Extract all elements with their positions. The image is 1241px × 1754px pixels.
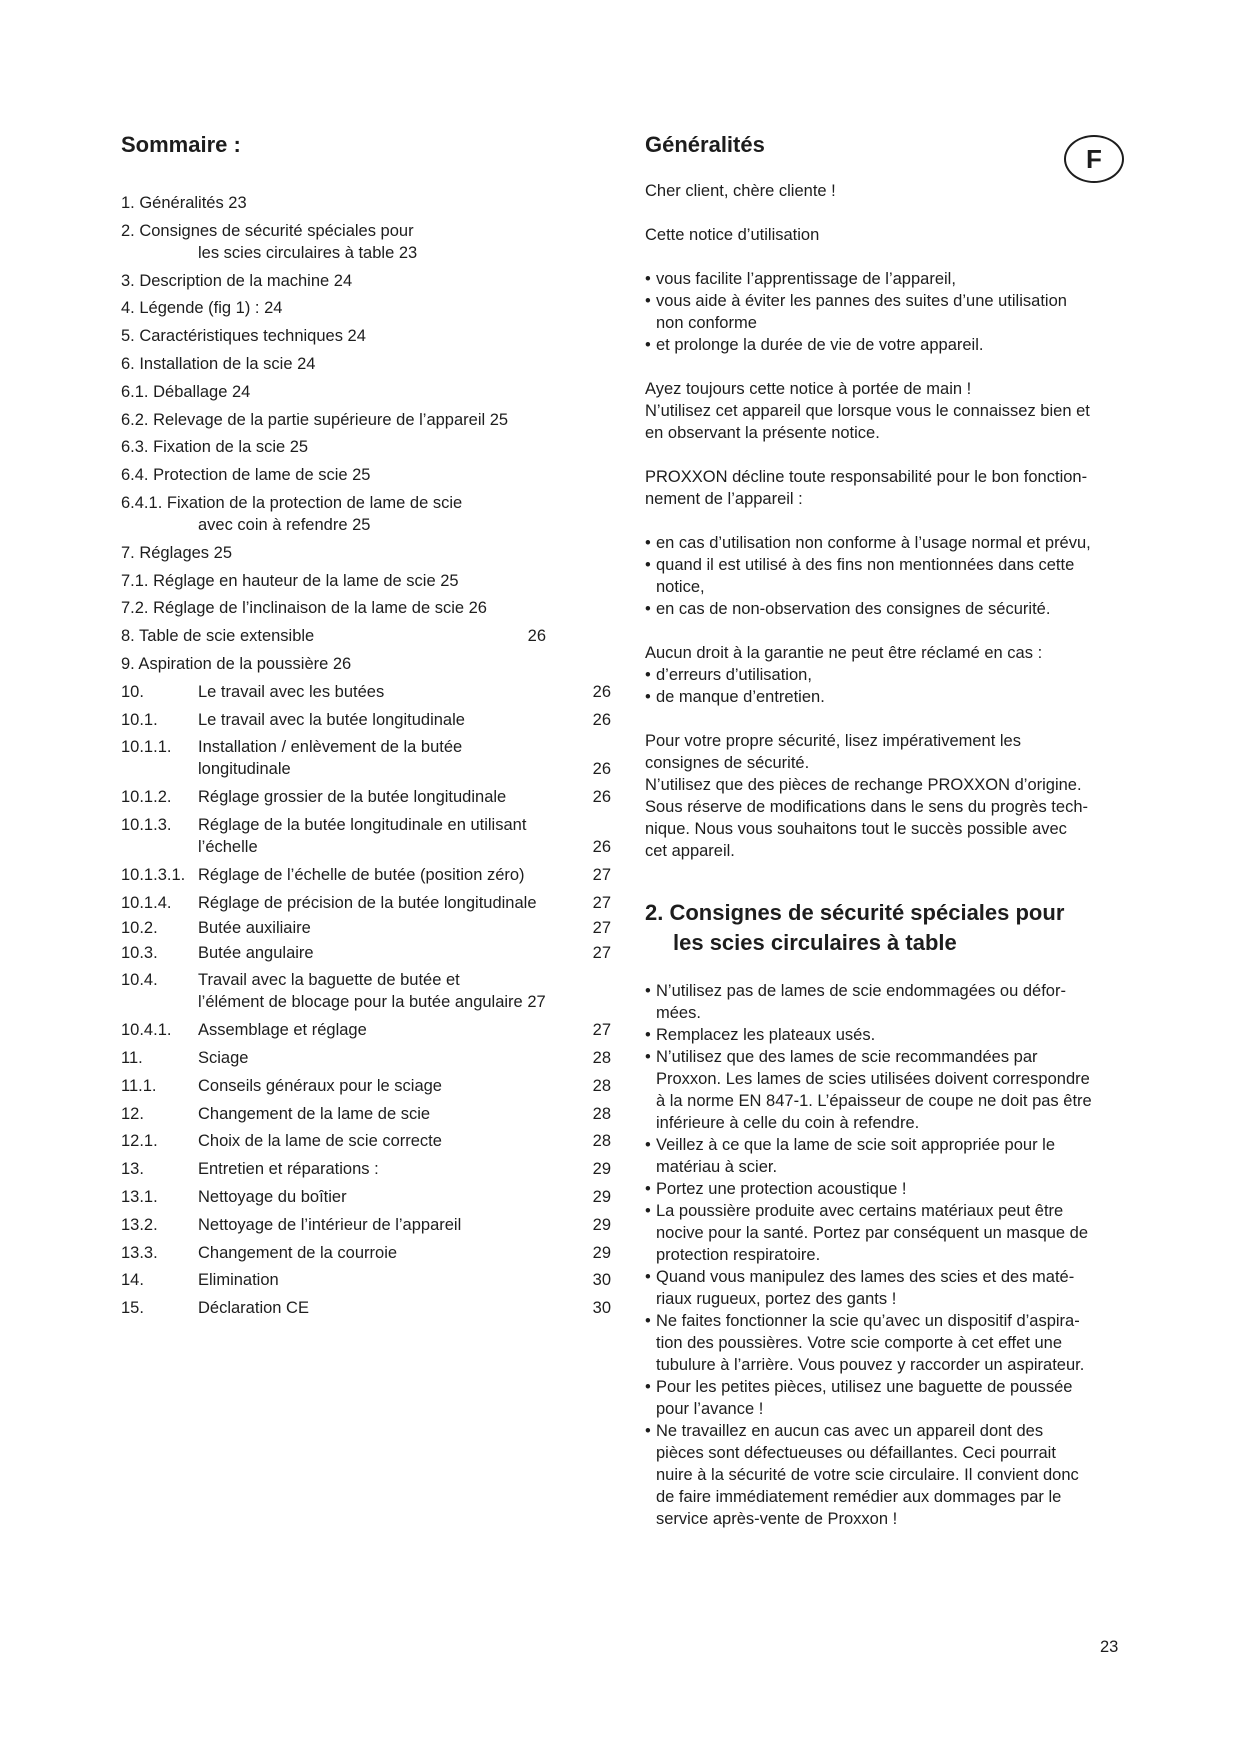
toc-item-text: 8. Table de scie extensible (121, 627, 315, 646)
paragraph-line: Pour votre propre sécurité, lisez impérativement les (645, 732, 1021, 750)
toc-row-number: 12.1. (121, 1132, 158, 1151)
paragraph-line: en observant la présente notice. (645, 424, 880, 442)
bullet-item (645, 1178, 1135, 1200)
toc-item-text: 6.1. Déballage 24 (121, 382, 251, 401)
bullet-line: non conforme (656, 314, 757, 332)
bullet-line: à la norme EN 847-1. L’épaisseur de coupe ne doit pas être (656, 1092, 1092, 1110)
toc-row-text-line: Déclaration CE (198, 1299, 309, 1318)
bullet-line: riaux rugueux, portez des gants ! (656, 1290, 897, 1308)
toc-item (121, 381, 611, 403)
toc-item-text: 6.4.1. Fixation de la protection de lame de scie (121, 493, 463, 512)
toc-row-text-line: Le travail avec la butée longitudinale (198, 710, 465, 729)
bullet-line: • en cas d’utilisation non conforme à l’usage normal et prévu, (656, 534, 1091, 552)
bullet-line: • La poussière produite avec certains matériaux peut être (656, 1202, 1064, 1220)
toc-row (121, 1047, 611, 1069)
toc-row-page: 26 (592, 837, 611, 856)
toc-row (121, 681, 611, 703)
toc-row-page: 28 (592, 1104, 611, 1123)
toc-row-text-line: Réglage grossier de la butée longitudinale (198, 788, 507, 807)
toc-row-number: 13.2. (121, 1215, 158, 1234)
toc-row-text-line: l’échelle (198, 837, 258, 856)
toc-item (121, 653, 611, 675)
bullet-line: • d’erreurs d’utilisation, (656, 666, 812, 684)
section-title-safety-line2: les scies circulaires à table (673, 930, 957, 955)
bullet-line: de faire immédiatement remédier aux dommages par le (656, 1488, 1062, 1506)
bullet-item (645, 1024, 1135, 1046)
toc-item-continuation: les scies circulaires à table 23 (198, 243, 418, 262)
toc-item (121, 597, 611, 619)
bullet-item (645, 1266, 1135, 1310)
bullet-line: • Ne faites fonctionner la scie qu’avec un dispositif d’aspira- (656, 1312, 1080, 1330)
bullet-item (645, 598, 1135, 620)
toc-row-page: 27 (592, 865, 611, 884)
toc-row-page: 30 (592, 1299, 611, 1318)
toc-item (121, 492, 611, 536)
bullet-item (645, 532, 1135, 554)
toc-row (121, 736, 611, 780)
toc-row-page: 29 (592, 1160, 611, 1179)
toc-item (121, 297, 611, 319)
toc-row (121, 1130, 611, 1152)
bullet-item (645, 664, 1135, 686)
toc-row (121, 864, 611, 886)
toc-row-page: 30 (592, 1271, 611, 1290)
toc-row-number: 13.3. (121, 1243, 158, 1262)
paragraph-line: Ayez toujours cette notice à portée de main ! (645, 380, 972, 398)
bullet-item (645, 1376, 1135, 1420)
toc-row-page: 26 (592, 710, 611, 729)
toc-row-text (198, 942, 581, 964)
page-number: 23 (1100, 1638, 1119, 1656)
toc-row (121, 814, 611, 858)
toc-row (121, 1158, 611, 1180)
toc-row-page: 26 (592, 682, 611, 701)
bullet-line: • de manque d’entretien. (656, 688, 825, 706)
bullet-line: tubulure à l’arrière. Vous pouvez y raccorder un aspirateur. (656, 1356, 1085, 1374)
toc-item-continuation: avec coin à refendre 25 (198, 515, 371, 534)
toc-row-text-line: Elimination (198, 1271, 279, 1290)
bullet-line: pièces sont défectueuses ou défaillantes. Ceci pourrait (656, 1444, 1056, 1462)
paragraph-warranty: Aucun droit à la garantie ne peut être réclamé en cas : (645, 644, 1043, 662)
toc-item (121, 409, 611, 431)
bullet-line: • Remplacez les plateaux usés. (656, 1026, 876, 1044)
toc-row-text (198, 814, 581, 858)
toc-item (121, 436, 611, 458)
paragraph-line: N’utilisez que des pièces de rechange PROXXON d’origine. (645, 776, 1082, 794)
toc-row-number: 15. (121, 1299, 144, 1318)
toc-row-number: 13. (121, 1160, 144, 1179)
toc-item (121, 270, 611, 292)
bullet-line: • Veillez à ce que la lame de scie soit appropriée pour le (656, 1136, 1055, 1154)
toc-row-number: 11. (121, 1048, 143, 1067)
bullet-item (645, 268, 1135, 290)
toc-column (121, 130, 611, 1325)
bullet-line: protection respiratoire. (656, 1246, 821, 1264)
paragraph-line: nement de l’appareil : (645, 490, 803, 508)
toc-row-text-line: Butée auxiliaire (198, 918, 311, 937)
toc-item-text: 7.2. Réglage de l’inclinaison de la lame de scie 26 (121, 599, 487, 618)
toc-row-number: 10.4. (121, 971, 158, 990)
toc-row (121, 942, 611, 964)
paragraph-line: consignes de sécurité. (645, 754, 810, 772)
toc-item-text: 6.4. Protection de lame de scie 25 (121, 466, 371, 485)
toc-row (121, 1214, 611, 1236)
section-title-generalites: Généralités (645, 132, 765, 157)
toc-item (121, 625, 546, 647)
toc-row-number: 10.1.3. (121, 815, 172, 834)
toc-row (121, 1019, 611, 1041)
toc-row-page: 26 (592, 788, 611, 807)
bullet-line: inférieure à celle du coin à refendre. (656, 1114, 920, 1132)
toc-row-text (198, 1130, 581, 1152)
paragraph-line: cet appareil. (645, 842, 735, 860)
toc-row-page: 26 (592, 760, 611, 779)
bullet-line: • Portez une protection acoustique ! (656, 1180, 907, 1198)
toc-row-text (198, 681, 581, 703)
bullet-list-warranty (645, 664, 1135, 708)
toc-row-text-line: Entretien et réparations : (198, 1160, 379, 1179)
bullet-line: • vous facilite l’apprentissage de l’appareil, (656, 270, 956, 288)
bullet-item (645, 980, 1135, 1024)
toc-row-page: 28 (592, 1076, 611, 1095)
toc-item (121, 353, 611, 375)
toc-item-text: 6.3. Fixation de la scie 25 (121, 438, 309, 457)
toc-item-text: 5. Caractéristiques techniques 24 (121, 327, 366, 346)
toc-item-text: 6.2. Relevage de la partie supérieure de l’appareil 25 (121, 410, 509, 429)
paragraph-line: N’utilisez cet appareil que lorsque vous le connaissez bien et (645, 402, 1090, 420)
language-badge: F (1064, 135, 1124, 183)
toc-row-text (198, 969, 581, 1013)
toc-row-text-line: Réglage de la butée longitudinale en utilisant (198, 815, 527, 834)
content-column (645, 130, 1135, 1552)
toc-row-text (198, 1186, 581, 1208)
toc-row-text-line: Assemblage et réglage (198, 1021, 367, 1040)
toc-row-page: 29 (592, 1243, 611, 1262)
toc-row-text-line: Changement de la courroie (198, 1243, 398, 1262)
toc-row-text-line: l’élément de blocage pour la butée angulaire 27 (198, 993, 546, 1012)
toc-item-text: 6. Installation de la scie 24 (121, 354, 316, 373)
paragraph-line: Sous réserve de modifications dans le sens du progrès tech- (645, 798, 1088, 816)
toc-row-text (198, 1103, 581, 1125)
toc-row-number: 10.1.2. (121, 788, 172, 807)
toc-table-list (121, 681, 611, 1319)
toc-item (121, 220, 611, 264)
intro-line: Cette notice d’utilisation (645, 226, 820, 244)
toc-row-number: 10.3. (121, 943, 158, 962)
toc-row-text-line: Changement de la lame de scie (198, 1104, 431, 1123)
toc-item (121, 325, 611, 347)
toc-row-text (198, 1075, 581, 1097)
toc-row-text-line: Sciage (198, 1048, 249, 1067)
bullet-line: pour l’avance ! (656, 1400, 764, 1418)
toc-row (121, 1103, 611, 1125)
toc-row (121, 1242, 611, 1264)
toc-row-text (198, 1047, 581, 1069)
bullet-list-safety (645, 980, 1135, 1530)
toc-row (121, 969, 611, 1013)
paragraph-safety (645, 730, 1135, 862)
toc-row-page: 27 (592, 893, 611, 912)
toc-row-page: 27 (592, 943, 611, 962)
section-title-safety-line1: 2. Consignes de sécurité spéciales pour (645, 900, 1065, 925)
toc-row-text (198, 1242, 581, 1264)
toc-row-text (198, 786, 581, 808)
bullet-item (645, 1200, 1135, 1266)
paragraph-line: PROXXON décline toute responsabilité pour le bon fonction- (645, 468, 1088, 486)
toc-row (121, 1297, 611, 1319)
toc-row-text-line: Réglage de l’échelle de butée (position zéro) (198, 865, 525, 884)
bullet-line: • N’utilisez pas de lames de scie endommagées ou défor- (656, 982, 1066, 1000)
toc-row-text (198, 1158, 581, 1180)
toc-row-number: 10.4.1. (121, 1021, 172, 1040)
toc-row-number: 10.1.4. (121, 893, 172, 912)
toc-row-text-line: Réglage de précision de la butée longitudinale (198, 893, 537, 912)
toc-item-page: 26 (527, 627, 546, 646)
toc-row (121, 1186, 611, 1208)
bullet-line: tion des poussières. Votre scie comporte à cet effet une (656, 1334, 1063, 1352)
bullet-item (645, 290, 1135, 334)
toc-item-text: 7.1. Réglage en hauteur de la lame de scie 25 (121, 571, 459, 590)
toc-row-text (198, 892, 581, 914)
toc-row-number: 10.1.3.1. (121, 865, 186, 884)
bullet-item (645, 1420, 1135, 1530)
greeting: Cher client, chère cliente ! (645, 182, 836, 200)
bullet-line: nocive pour la santé. Portez par conséquent un masque de (656, 1224, 1089, 1242)
toc-row-text (198, 917, 581, 939)
toc-row-text-line: Le travail avec les butées (198, 682, 385, 701)
bullet-line: • N’utilisez que des lames de scie recommandées par (656, 1048, 1038, 1066)
bullet-line: • Quand vous manipulez des lames des scies et des maté- (656, 1268, 1075, 1286)
toc-item (121, 542, 611, 564)
toc-title: Sommaire : (121, 132, 241, 157)
toc-row-text-line: Nettoyage du boîtier (198, 1187, 347, 1206)
toc-row-text (198, 1297, 581, 1319)
toc-item-text: 9. Aspiration de la poussière 26 (121, 654, 352, 673)
toc-row-page: 29 (592, 1215, 611, 1234)
toc-item (121, 464, 611, 486)
toc-item-text: 4. Légende (fig 1) : 24 (121, 299, 283, 318)
toc-row-number: 13.1. (121, 1187, 158, 1206)
toc-item-text: 3. Description de la machine 24 (121, 271, 353, 290)
toc-item-text: 2. Consignes de sécurité spéciales pour (121, 221, 414, 240)
toc-row-text (198, 1214, 581, 1236)
toc-row-page: 27 (592, 1021, 611, 1040)
toc-row-text (198, 864, 581, 886)
section-title-safety (645, 898, 1135, 958)
bullet-item (645, 686, 1135, 708)
toc-row-number: 11.1. (121, 1076, 157, 1095)
bullet-item (645, 554, 1135, 598)
bullet-line: • Ne travaillez en aucun cas avec un appareil dont des (656, 1422, 1044, 1440)
toc-row-text-line: Nettoyage de l’intérieur de l’appareil (198, 1215, 462, 1234)
paragraph-liability (645, 466, 1135, 510)
bullet-item (645, 1046, 1135, 1134)
paragraph-keep-manual (645, 378, 1135, 444)
bullet-line: • quand il est utilisé à des fins non mentionnées dans cette (656, 556, 1075, 574)
toc-simple-list (121, 192, 611, 675)
toc-row (121, 1269, 611, 1291)
toc-row-number: 12. (121, 1104, 144, 1123)
bullet-line: notice, (656, 578, 705, 596)
toc-item (121, 192, 611, 214)
bullet-list-benefits (645, 268, 1135, 356)
toc-row-text-line: Installation / enlèvement de la butée (198, 738, 463, 757)
paragraph-line: nique. Nous vous souhaitons tout le succès possible avec (645, 820, 1067, 838)
toc-row-text (198, 709, 581, 731)
toc-row (121, 917, 611, 939)
toc-row-page: 28 (592, 1048, 611, 1067)
toc-row-text (198, 1269, 581, 1291)
bullet-item (645, 1310, 1135, 1376)
toc-item-text: 7. Réglages 25 (121, 543, 232, 562)
toc-row-text-line: Conseils généraux pour le sciage (198, 1076, 442, 1095)
toc-row-number: 10.2. (121, 918, 158, 937)
bullet-line: Proxxon. Les lames de scies utilisées doivent correspondre (656, 1070, 1090, 1088)
toc-row-text-line: longitudinale (198, 760, 291, 779)
toc-row (121, 1075, 611, 1097)
toc-item (121, 570, 611, 592)
toc-row (121, 892, 611, 914)
toc-row-number: 10.1.1. (121, 738, 172, 757)
toc-row-number: 14. (121, 1271, 144, 1290)
bullet-list-liability (645, 532, 1135, 620)
toc-row (121, 709, 611, 731)
toc-row-page: 27 (592, 918, 611, 937)
bullet-line: • Pour les petites pièces, utilisez une baguette de poussée (656, 1378, 1073, 1396)
toc-row (121, 786, 611, 808)
toc-row-text (198, 1019, 581, 1041)
toc-row-text-line: Travail avec la baguette de butée et (198, 971, 460, 990)
toc-row-page: 28 (592, 1132, 611, 1151)
bullet-line: service après-vente de Proxxon ! (656, 1510, 898, 1528)
toc-row-page: 29 (592, 1187, 611, 1206)
toc-row-number: 10. (121, 682, 144, 701)
bullet-line: • et prolonge la durée de vie de votre appareil. (656, 336, 984, 354)
bullet-line: matériau à scier. (656, 1158, 778, 1176)
bullet-line: nuire à la sécurité de votre scie circulaire. Il convient donc (656, 1466, 1079, 1484)
toc-row-text-line: Butée angulaire (198, 943, 314, 962)
bullet-line: mées. (656, 1004, 701, 1022)
toc-row-number: 10.1. (121, 710, 158, 729)
bullet-item (645, 1134, 1135, 1178)
bullet-line: • vous aide à éviter les pannes des suites d’une utilisation (656, 292, 1067, 310)
toc-row-text-line: Choix de la lame de scie correcte (198, 1132, 442, 1151)
toc-row-text (198, 736, 581, 780)
toc-item-text: 1. Généralités 23 (121, 194, 247, 212)
bullet-item (645, 334, 1135, 356)
bullet-line: • en cas de non-observation des consignes de sécurité. (656, 600, 1051, 618)
